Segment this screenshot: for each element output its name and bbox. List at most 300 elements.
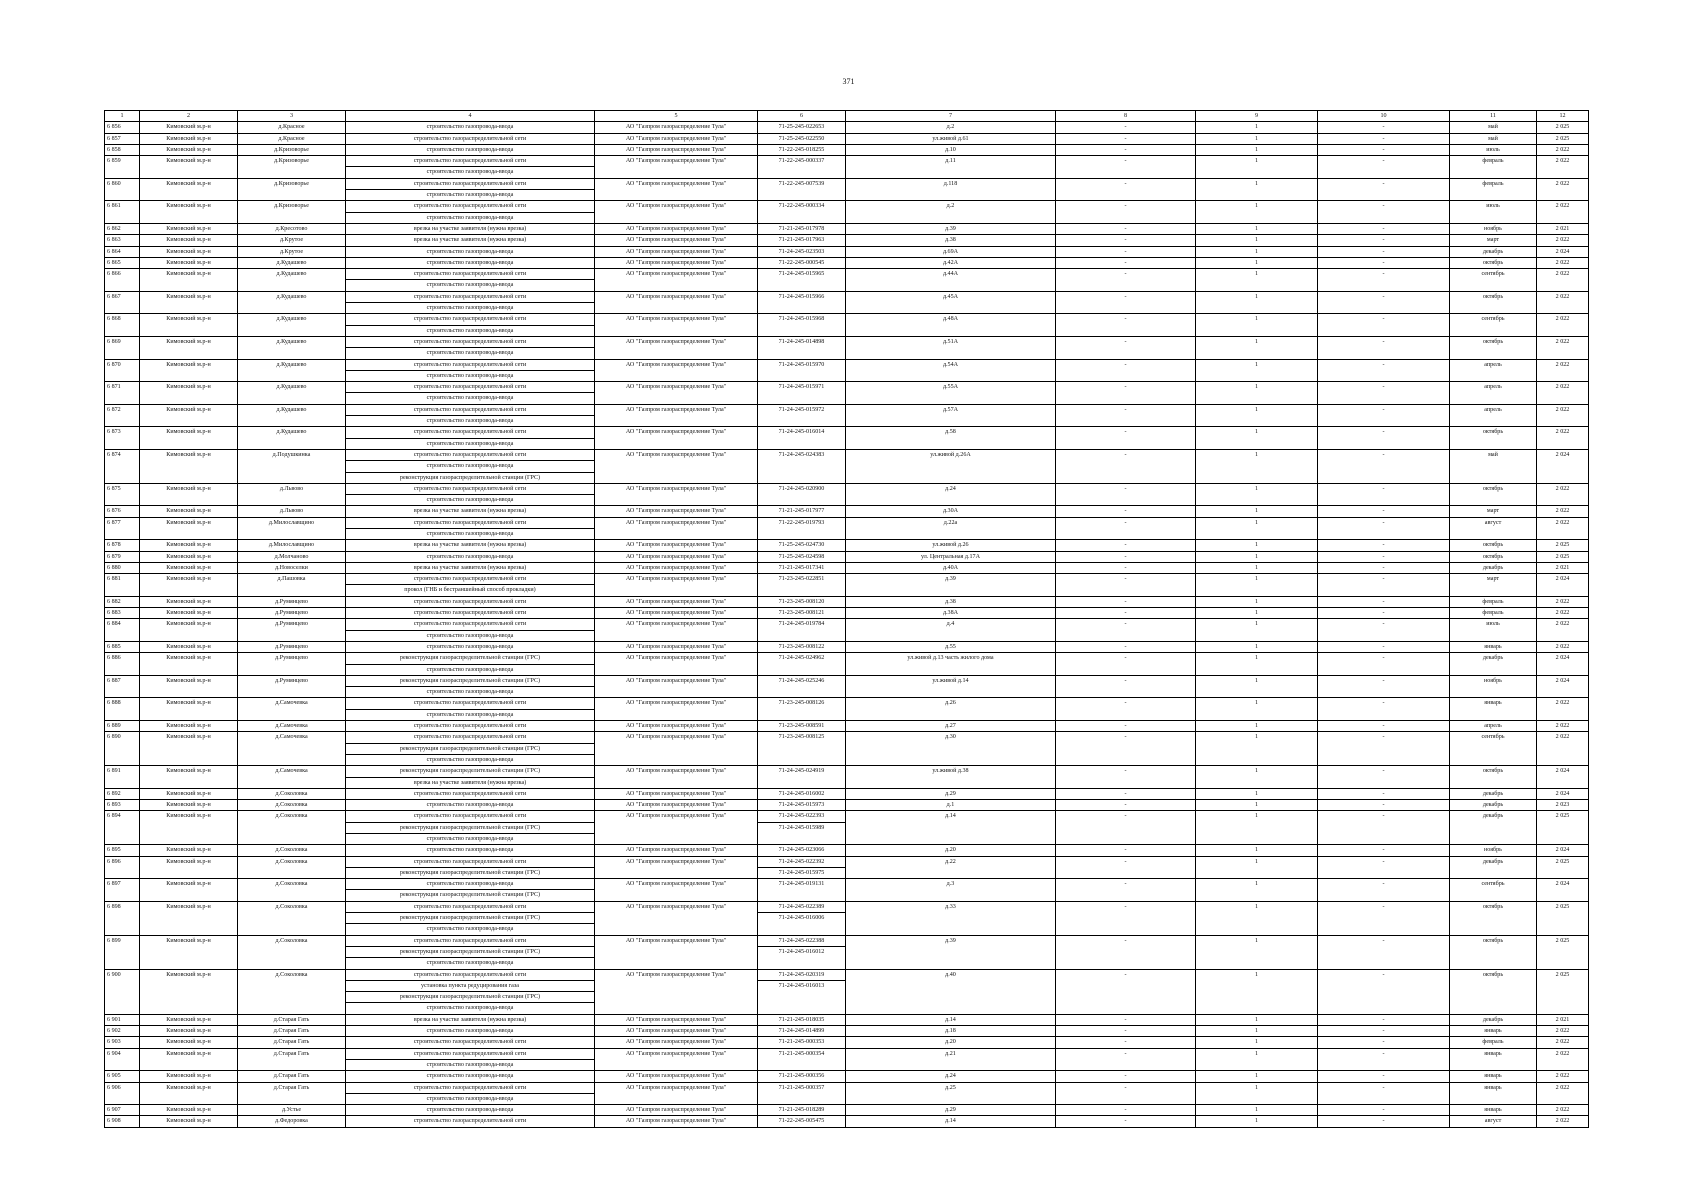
year-cell: 2 025 xyxy=(1537,811,1589,845)
district-cell: Кимовский м.р-н xyxy=(140,788,238,799)
year-cell: 2 022 xyxy=(1537,314,1589,337)
settlement-cell: д.Соколовка xyxy=(238,935,346,969)
col10-cell: - xyxy=(1318,156,1450,179)
contract-number-cell-line: 71-21-245-000357 xyxy=(778,1084,825,1091)
contract-number-cell-line: 71-24-245-019131 xyxy=(778,881,825,888)
settlement-cell: д.Старая Гать xyxy=(238,1082,346,1105)
contract-number-cell-line: 71-24-245-022393 xyxy=(778,813,825,820)
col10-cell: - xyxy=(1318,935,1450,969)
settlement-cell: д.Кудашево xyxy=(238,382,346,405)
table-row xyxy=(105,269,1589,292)
month-cell: ноябрь xyxy=(1450,845,1537,856)
work-type-cell xyxy=(346,122,595,133)
month-cell: сентябрь xyxy=(1450,314,1537,337)
contract-number-cell-line: 71-24-245-024962 xyxy=(778,655,825,662)
contract-number-cell-line: 71-22-245-005475 xyxy=(778,1118,825,1125)
month-cell: октябрь xyxy=(1450,969,1537,1014)
organization-cell: АО "Газпром газораспределение Тула" xyxy=(595,1048,758,1071)
address-cell: д.26 xyxy=(846,698,1056,721)
district-cell: Кимовский м.р-н xyxy=(140,156,238,179)
district-cell: Кимовский м.р-н xyxy=(140,359,238,382)
col10-cell: - xyxy=(1318,359,1450,382)
table-row xyxy=(105,483,1589,506)
organization-cell: АО "Газпром газораспределение Тула" xyxy=(595,721,758,732)
contract-number-cell xyxy=(758,1026,846,1037)
organization-cell: АО "Газпром газораспределение Тула" xyxy=(595,235,758,246)
district-cell: Кимовский м.р-н xyxy=(140,1014,238,1025)
work-type-cell-line: строительство газораспределительной сети xyxy=(413,519,527,526)
month-cell: октябрь xyxy=(1450,336,1537,359)
district-cell: Кимовский м.р-н xyxy=(140,144,238,155)
row-number: 6 900 xyxy=(105,969,140,1014)
table-row xyxy=(105,845,1589,856)
month-cell: сентябрь xyxy=(1450,732,1537,766)
col10-cell: - xyxy=(1318,1105,1450,1116)
row-number: 6 858 xyxy=(105,144,140,155)
settlement-cell: д.Новоселки xyxy=(238,562,346,573)
contract-number-cell xyxy=(758,641,846,652)
year-cell: 2 022 xyxy=(1537,336,1589,359)
month-cell: февраль xyxy=(1450,1037,1537,1048)
contract-number-cell-line: 71-24-245-015965 xyxy=(778,271,825,278)
month-cell: декабрь xyxy=(1450,246,1537,257)
district-cell: Кимовский м.р-н xyxy=(140,721,238,732)
work-type-cell-line: строительство газопровода-ввода xyxy=(346,686,594,697)
year-cell: 2 022 xyxy=(1537,1116,1589,1127)
district-cell: Кимовский м.р-н xyxy=(140,133,238,144)
count-cell: 1 xyxy=(1196,1105,1318,1116)
col8-cell: - xyxy=(1056,1014,1196,1025)
organization-cell: АО "Газпром газораспределение Тула" xyxy=(595,698,758,721)
district-cell: Кимовский м.р-н xyxy=(140,901,238,935)
contract-number-cell xyxy=(758,1014,846,1025)
year-cell: 2 022 xyxy=(1537,257,1589,268)
work-type-cell-line: строительство газораспределительной сети xyxy=(413,723,527,730)
work-type-cell xyxy=(346,969,595,1014)
settlement-cell: д.Соколовка xyxy=(238,856,346,879)
col8-cell: - xyxy=(1056,608,1196,619)
district-cell: Кимовский м.р-н xyxy=(140,1048,238,1071)
work-type-cell xyxy=(346,382,595,405)
organization-cell: АО "Газпром газораспределение Тула" xyxy=(595,314,758,337)
work-type-cell-line: реконструкция газораспределительной станции (ГРС) xyxy=(346,889,594,900)
organization-cell: АО "Газпром газораспределение Тула" xyxy=(595,257,758,268)
district-cell: Кимовский м.р-н xyxy=(140,856,238,879)
work-type-cell-line: строительство газопровода-ввода xyxy=(346,347,594,358)
address-cell: д.30 xyxy=(846,732,1056,766)
district-cell: Кимовский м.р-н xyxy=(140,483,238,506)
year-cell: 2 022 xyxy=(1537,1037,1589,1048)
work-type-cell-line: строительство газораспределительной сети xyxy=(413,361,527,368)
row-number: 6 896 xyxy=(105,856,140,879)
contract-number-cell-line: 71-21-245-000356 xyxy=(778,1073,825,1080)
work-type-cell-line: строительство газораспределительной сети xyxy=(413,429,527,436)
count-cell: 1 xyxy=(1196,314,1318,337)
row-number: 6 884 xyxy=(105,619,140,642)
work-type-cell xyxy=(346,788,595,799)
col8-cell: - xyxy=(1056,382,1196,405)
table-row xyxy=(105,1082,1589,1105)
work-type-cell-line: строительство газопровода-ввода xyxy=(346,279,594,290)
work-type-cell-line: строительство газопровода-ввода xyxy=(346,1093,594,1104)
contract-number-cell-line: 71-24-245-015966 xyxy=(778,293,825,300)
count-cell: 1 xyxy=(1196,788,1318,799)
district-cell: Кимовский м.р-н xyxy=(140,336,238,359)
row-number: 6 865 xyxy=(105,257,140,268)
table-row xyxy=(105,788,1589,799)
address-cell: д.20 xyxy=(846,845,1056,856)
work-type-cell-line: строительство газопровода-ввода xyxy=(346,392,594,403)
settlement-cell: д.Соколовка xyxy=(238,901,346,935)
col8-cell: - xyxy=(1056,766,1196,789)
organization-cell: АО "Газпром газораспределение Тула" xyxy=(595,1116,758,1127)
contract-number-cell-line: 71-25-245-022550 xyxy=(778,135,825,142)
contract-number-cell-line: 71-24-245-024919 xyxy=(778,768,825,775)
work-type-cell-line: реконструкция газораспределительной станции (ГРС) xyxy=(346,946,594,957)
contract-number-cell-line: 71-24-245-016006 xyxy=(758,912,845,923)
organization-cell: АО "Газпром газораспределение Тула" xyxy=(595,562,758,573)
work-type-cell-line: врезка на участке заявителя (нужна врезка) xyxy=(346,777,594,788)
year-cell: 2 024 xyxy=(1537,879,1589,902)
work-type-cell-line: строительство газораспределительной сети xyxy=(413,293,527,300)
contract-number-cell xyxy=(758,721,846,732)
count-cell: 1 xyxy=(1196,766,1318,789)
table-row xyxy=(105,596,1589,607)
row-number: 6 863 xyxy=(105,235,140,246)
month-cell: март xyxy=(1450,574,1537,597)
settlement-cell: д.Кризоворье xyxy=(238,201,346,224)
col8-cell: - xyxy=(1056,551,1196,562)
row-number: 6 886 xyxy=(105,653,140,676)
row-number: 6 876 xyxy=(105,506,140,517)
contract-number-cell xyxy=(758,314,846,337)
year-cell: 2 022 xyxy=(1537,291,1589,314)
year-cell: 2 022 xyxy=(1537,156,1589,179)
work-type-cell-line: строительство газопровода-ввода xyxy=(426,259,514,266)
work-type-cell xyxy=(346,235,595,246)
col8-cell: - xyxy=(1056,845,1196,856)
work-type-cell-line: врезка на участке заявителя (нужна врезка) xyxy=(413,564,527,571)
col10-cell: - xyxy=(1318,223,1450,234)
district-cell: Кимовский м.р-н xyxy=(140,404,238,427)
row-number: 6 901 xyxy=(105,1014,140,1025)
count-cell: 1 xyxy=(1196,382,1318,405)
settlement-cell: д.Старая Гать xyxy=(238,1014,346,1025)
address-cell: д.21 xyxy=(846,1048,1056,1071)
contract-number-cell-line: 71-21-245-017977 xyxy=(778,508,825,515)
work-type-cell-line: строительство газопровода-ввода xyxy=(346,166,594,177)
col10-cell: - xyxy=(1318,201,1450,224)
settlement-cell: д.Молчаново xyxy=(238,551,346,562)
col10-cell: - xyxy=(1318,404,1450,427)
contract-number-cell xyxy=(758,178,846,201)
organization-cell: АО "Газпром газораспределение Тула" xyxy=(595,800,758,811)
column-header-2: 2 xyxy=(140,111,238,122)
col10-cell: - xyxy=(1318,269,1450,292)
work-type-cell-line: врезка на участке заявителя (нужна врезка) xyxy=(413,1016,527,1023)
column-header-6: 6 xyxy=(758,111,846,122)
col8-cell: - xyxy=(1056,133,1196,144)
work-type-cell xyxy=(346,314,595,337)
count-cell: 1 xyxy=(1196,574,1318,597)
row-number: 6 895 xyxy=(105,845,140,856)
count-cell: 1 xyxy=(1196,404,1318,427)
count-cell: 1 xyxy=(1196,675,1318,698)
work-type-cell xyxy=(346,562,595,573)
month-cell: ноябрь xyxy=(1450,675,1537,698)
work-type-cell-line: строительство газопровода-ввода xyxy=(426,1028,514,1035)
col10-cell: - xyxy=(1318,562,1450,573)
table-row xyxy=(105,359,1589,382)
contract-number-cell xyxy=(758,144,846,155)
year-cell: 2 022 xyxy=(1537,721,1589,732)
count-cell: 1 xyxy=(1196,178,1318,201)
work-type-cell-line: реконструкция газораспределительной станции (ГРС) xyxy=(399,768,541,775)
work-type-cell xyxy=(346,291,595,314)
address-cell: д.55А xyxy=(846,382,1056,405)
col8-cell: - xyxy=(1056,314,1196,337)
row-number: 6 878 xyxy=(105,540,140,551)
contract-number-cell-line: 71-24-245-015968 xyxy=(778,316,825,323)
work-type-cell-line: строительство газораспределительной сети xyxy=(413,338,527,345)
work-type-cell-line: строительство газопровода-ввода xyxy=(346,957,594,968)
organization-cell: АО "Газпром газораспределение Тула" xyxy=(595,246,758,257)
row-number: 6 893 xyxy=(105,800,140,811)
month-cell: май xyxy=(1450,122,1537,133)
address-cell: ул.живой д.61 xyxy=(846,133,1056,144)
work-type-cell xyxy=(346,178,595,201)
count-cell: 1 xyxy=(1196,879,1318,902)
organization-cell: АО "Газпром газораспределение Тула" xyxy=(595,506,758,517)
year-cell: 2 023 xyxy=(1537,800,1589,811)
contract-number-cell-line: 71-21-245-017978 xyxy=(778,225,825,232)
col8-cell: - xyxy=(1056,788,1196,799)
register-table xyxy=(104,110,1589,1128)
organization-cell: АО "Газпром газораспределение Тула" xyxy=(595,517,758,540)
contract-number-cell-line: 71-21-245-000353 xyxy=(778,1039,825,1046)
table-row xyxy=(105,156,1589,179)
table-body xyxy=(105,122,1589,1127)
column-header-3: 3 xyxy=(238,111,346,122)
count-cell: 1 xyxy=(1196,901,1318,935)
contract-number-cell xyxy=(758,1037,846,1048)
work-type-cell-line: реконструкция газораспределительной станции (ГРС) xyxy=(346,822,594,833)
col8-cell: - xyxy=(1056,359,1196,382)
address-cell: д.14 xyxy=(846,1014,1056,1025)
contract-number-cell-line: 71-24-245-025246 xyxy=(778,677,825,684)
work-type-cell-line: реконструкция газораспределительной станции (ГРС) xyxy=(399,677,541,684)
row-number: 6 898 xyxy=(105,901,140,935)
work-type-cell-line: строительство газораспределительной сети xyxy=(413,621,527,628)
count-cell: 1 xyxy=(1196,269,1318,292)
address-cell: д.38 xyxy=(846,235,1056,246)
month-cell: февраль xyxy=(1450,156,1537,179)
work-type-cell-line: строительство газораспределительной сети xyxy=(413,576,527,583)
work-type-cell-line: строительство газопровода-ввода xyxy=(426,553,514,560)
district-cell: Кимовский м.р-н xyxy=(140,269,238,292)
work-type-cell xyxy=(346,201,595,224)
address-cell: д.27 xyxy=(846,721,1056,732)
district-cell: Кимовский м.р-н xyxy=(140,879,238,902)
col10-cell: - xyxy=(1318,619,1450,642)
work-type-cell-line: строительство газораспределительной сети xyxy=(413,384,527,391)
work-type-cell-line: строительство газопровода-ввода xyxy=(346,438,594,449)
col8-cell: - xyxy=(1056,732,1196,766)
work-type-cell xyxy=(346,404,595,427)
address-cell: д.48А xyxy=(846,314,1056,337)
work-type-cell-line: реконструкция газораспределительной станции (ГРС) xyxy=(346,867,594,878)
col8-cell: - xyxy=(1056,721,1196,732)
settlement-cell: д.Румянцево xyxy=(238,641,346,652)
row-number: 6 873 xyxy=(105,427,140,450)
col8-cell: - xyxy=(1056,178,1196,201)
address-cell: д.2 xyxy=(846,122,1056,133)
settlement-cell: д.Соколовка xyxy=(238,800,346,811)
settlement-cell: д.Соколовка xyxy=(238,845,346,856)
work-type-cell xyxy=(346,619,595,642)
count-cell: 1 xyxy=(1196,144,1318,155)
month-cell: август xyxy=(1450,1116,1537,1127)
col10-cell: - xyxy=(1318,596,1450,607)
contract-number-cell xyxy=(758,551,846,562)
organization-cell: АО "Газпром газораспределение Тула" xyxy=(595,122,758,133)
settlement-cell: д.Соколовка xyxy=(238,969,346,1014)
contract-number-cell xyxy=(758,879,846,902)
count-cell: 1 xyxy=(1196,596,1318,607)
settlement-cell: д.Милославщино xyxy=(238,540,346,551)
table-row xyxy=(105,404,1589,427)
settlement-cell: д.Кризоворье xyxy=(238,144,346,155)
row-number: 6 899 xyxy=(105,935,140,969)
table-row xyxy=(105,1116,1589,1127)
district-cell: Кимовский м.р-н xyxy=(140,551,238,562)
year-cell: 2 025 xyxy=(1537,540,1589,551)
work-type-cell xyxy=(346,449,595,483)
month-cell: декабрь xyxy=(1450,1014,1537,1025)
work-type-cell-line: врезка на участке заявителя (нужна врезка) xyxy=(413,542,527,549)
year-cell: 2 024 xyxy=(1537,449,1589,483)
table-row xyxy=(105,1105,1589,1116)
district-cell: Кимовский м.р-н xyxy=(140,1071,238,1082)
work-type-cell-line: строительство газораспределительной сети xyxy=(413,1118,527,1125)
column-header-5: 5 xyxy=(595,111,758,122)
district-cell: Кимовский м.р-н xyxy=(140,449,238,483)
count-cell: 1 xyxy=(1196,1071,1318,1082)
address-cell: д.18 xyxy=(846,1026,1056,1037)
row-number: 6 857 xyxy=(105,133,140,144)
work-type-cell xyxy=(346,1014,595,1025)
organization-cell: АО "Газпром газораспределение Тула" xyxy=(595,404,758,427)
contract-number-cell-line: 71-21-245-018289 xyxy=(778,1107,825,1114)
table-row xyxy=(105,336,1589,359)
work-type-cell xyxy=(346,675,595,698)
row-number: 6 881 xyxy=(105,574,140,597)
settlement-cell: д.Кудашево xyxy=(238,404,346,427)
work-type-cell-line: строительство газопровода-ввода xyxy=(346,494,594,505)
count-cell: 1 xyxy=(1196,223,1318,234)
row-number: 6 882 xyxy=(105,596,140,607)
work-type-cell-line: строительство газораспределительной сети xyxy=(413,406,527,413)
work-type-cell xyxy=(346,721,595,732)
count-cell: 1 xyxy=(1196,291,1318,314)
contract-number-cell xyxy=(758,235,846,246)
district-cell: Кимовский м.р-н xyxy=(140,201,238,224)
contract-number-cell-line: 71-24-245-016014 xyxy=(778,429,825,436)
col8-cell: - xyxy=(1056,1037,1196,1048)
address-cell: д.39 xyxy=(846,574,1056,597)
work-type-cell-line: строительство газораспределительной сети xyxy=(413,180,527,187)
contract-number-cell xyxy=(758,653,846,676)
month-cell: декабрь xyxy=(1450,856,1537,879)
col10-cell: - xyxy=(1318,246,1450,257)
work-type-cell-line: строительство газораспределительной сети xyxy=(413,903,527,910)
col10-cell: - xyxy=(1318,811,1450,845)
table-row xyxy=(105,257,1589,268)
table-row xyxy=(105,732,1589,766)
contract-number-cell-line: 71-23-245-022851 xyxy=(778,576,825,583)
settlement-cell: д.Устье xyxy=(238,1105,346,1116)
contract-number-cell-line: 71-21-245-017341 xyxy=(778,564,825,571)
district-cell: Кимовский м.р-н xyxy=(140,562,238,573)
contract-number-cell xyxy=(758,675,846,698)
district-cell: Кимовский м.р-н xyxy=(140,1026,238,1037)
count-cell: 1 xyxy=(1196,800,1318,811)
organization-cell: АО "Газпром газораспределение Тула" xyxy=(595,901,758,935)
contract-number-cell xyxy=(758,427,846,450)
year-cell: 2 021 xyxy=(1537,1014,1589,1025)
col8-cell: - xyxy=(1056,901,1196,935)
month-cell: апрель xyxy=(1450,404,1537,427)
table-row xyxy=(105,291,1589,314)
col10-cell: - xyxy=(1318,969,1450,1014)
settlement-cell: д.Федоровка xyxy=(238,1116,346,1127)
contract-number-cell-line: 71-24-245-015970 xyxy=(778,361,825,368)
address-cell: д.38А xyxy=(846,608,1056,619)
table-row xyxy=(105,1037,1589,1048)
col10-cell: - xyxy=(1318,517,1450,540)
organization-cell: АО "Газпром газораспределение Тула" xyxy=(595,1014,758,1025)
settlement-cell: д.Подушкинка xyxy=(238,449,346,483)
contract-number-cell xyxy=(758,901,846,935)
work-type-cell-line: врезка на участке заявителя (нужна врезка) xyxy=(413,237,527,244)
organization-cell: АО "Газпром газораспределение Тула" xyxy=(595,1082,758,1105)
address-cell: д.22а xyxy=(846,517,1056,540)
col10-cell: - xyxy=(1318,698,1450,721)
work-type-cell xyxy=(346,811,595,845)
col10-cell: - xyxy=(1318,721,1450,732)
col10-cell: - xyxy=(1318,879,1450,902)
year-cell: 2 022 xyxy=(1537,1082,1589,1105)
col8-cell: - xyxy=(1056,641,1196,652)
work-type-cell-line: строительство газопровода-ввода xyxy=(346,528,594,539)
district-cell: Кимовский м.р-н xyxy=(140,427,238,450)
organization-cell: АО "Газпром газораспределение Тула" xyxy=(595,879,758,902)
month-cell: март xyxy=(1450,506,1537,517)
district-cell: Кимовский м.р-н xyxy=(140,811,238,845)
district-cell: Кимовский м.р-н xyxy=(140,382,238,405)
contract-number-cell xyxy=(758,788,846,799)
col8-cell: - xyxy=(1056,223,1196,234)
work-type-cell xyxy=(346,1116,595,1127)
settlement-cell: д.Старая Гать xyxy=(238,1037,346,1048)
table-row xyxy=(105,246,1589,257)
year-cell: 2 022 xyxy=(1537,427,1589,450)
col8-cell: - xyxy=(1056,1116,1196,1127)
settlement-cell: д.Самочевка xyxy=(238,721,346,732)
month-cell: ноябрь xyxy=(1450,223,1537,234)
district-cell: Кимовский м.р-н xyxy=(140,246,238,257)
row-number: 6 889 xyxy=(105,721,140,732)
